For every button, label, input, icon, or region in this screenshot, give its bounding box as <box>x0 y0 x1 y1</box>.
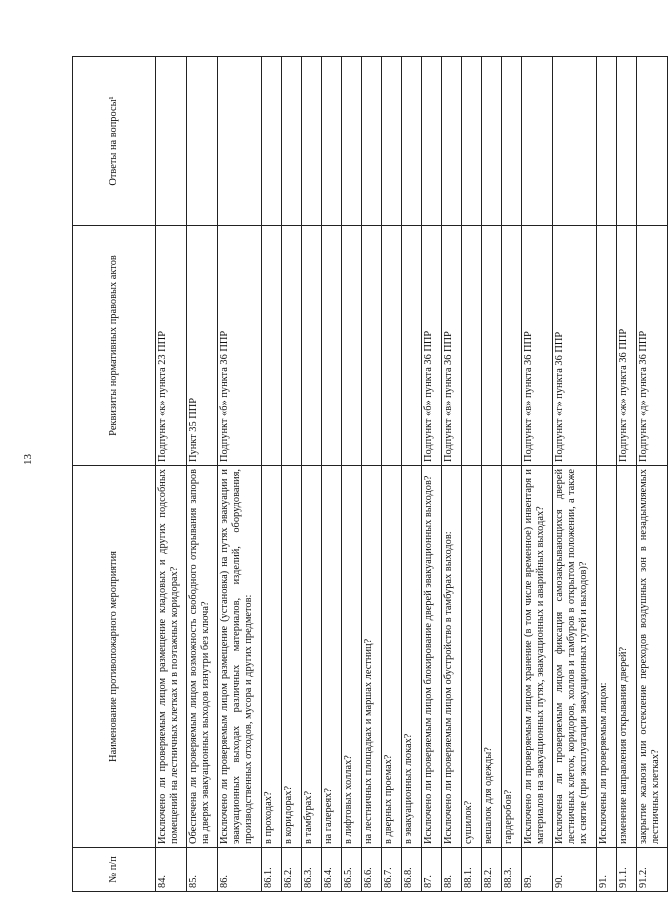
answer-cell <box>322 57 342 226</box>
row-number: 86.2. <box>282 848 302 892</box>
row-number: 86.5. <box>342 848 362 892</box>
table-row <box>597 57 617 892</box>
measure-name: в дверных проемах? <box>382 466 402 848</box>
measure-name: на лестничных площадках и маршах лестниц? <box>362 466 382 848</box>
legal-reference <box>482 226 502 466</box>
table-row <box>342 57 362 892</box>
table-row <box>302 57 322 892</box>
answer-cell <box>156 57 187 226</box>
table-row <box>637 57 668 892</box>
header-ref: Реквизиты нормативных правовых актов <box>73 226 156 466</box>
legal-reference: Подпункт «д» пункта 36 ППР <box>637 226 668 466</box>
legal-reference: Подпункт «г» пункта 36 ППР <box>553 226 597 466</box>
answer-cell <box>218 57 262 226</box>
answer-cell <box>422 57 442 226</box>
legal-reference: Подпункт «в» пункта 36 ППР <box>442 226 462 466</box>
legal-reference: Подпункт «б» пункта 36 ППР <box>422 226 442 466</box>
legal-reference: Подпункт «б» пункта 36 ППР <box>218 226 262 466</box>
answer-cell <box>617 57 637 226</box>
table-row <box>218 57 262 892</box>
table-body <box>156 57 668 892</box>
answer-cell <box>382 57 402 226</box>
table-row <box>382 57 402 892</box>
legal-reference <box>302 226 322 466</box>
table-row <box>362 57 382 892</box>
table-row <box>322 57 342 892</box>
answer-cell <box>553 57 597 226</box>
table-row <box>553 57 597 892</box>
answer-cell <box>402 57 422 226</box>
answer-cell <box>522 57 553 226</box>
row-number: 87. <box>422 848 442 892</box>
answer-cell <box>442 57 462 226</box>
table-row <box>617 57 637 892</box>
checklist-table <box>72 56 668 892</box>
measure-name: изменение направления открывания дверей? <box>617 466 637 848</box>
table-row <box>402 57 422 892</box>
row-number: 90. <box>553 848 597 892</box>
row-number: 86.6. <box>362 848 382 892</box>
page-number: 13 <box>22 454 34 465</box>
measure-name: Исключено ли проверяемым лицом размещение кладовых и других подсобных помещений на лестничных клетках и в поэтажных коридорах? <box>156 466 187 848</box>
legal-reference <box>262 226 282 466</box>
measure-name: Исключены ли проверяемым лицом: <box>597 466 617 848</box>
legal-reference <box>402 226 422 466</box>
measure-name: Исключено ли проверяемым лицом блокирование дверей эвакуационных выходов? <box>422 466 442 848</box>
row-number: 85. <box>187 848 218 892</box>
row-number: 86. <box>218 848 262 892</box>
row-number: 91.1. <box>617 848 637 892</box>
legal-reference <box>282 226 302 466</box>
measure-name: Обеспечена ли проверяемым лицом возможность свободного открывания запоров на дверях эвакуационных выходов изнутри без ключа? <box>187 466 218 848</box>
answer-cell <box>187 57 218 226</box>
measure-name: на галереях? <box>322 466 342 848</box>
table-row <box>522 57 553 892</box>
legal-reference: Подпункт «ж» пункта 36 ППР <box>617 226 637 466</box>
measure-name: в тамбурах? <box>302 466 322 848</box>
answer-cell <box>597 57 617 226</box>
measure-name: в эвакуационных люках? <box>402 466 422 848</box>
row-number: 86.7. <box>382 848 402 892</box>
row-number: 91.2. <box>637 848 668 892</box>
legal-reference: Пункт 35 ППР <box>187 226 218 466</box>
table-row <box>262 57 282 892</box>
row-number: 84. <box>156 848 187 892</box>
answer-cell <box>302 57 322 226</box>
row-number: 88.3. <box>502 848 522 892</box>
table-row <box>502 57 522 892</box>
row-number: 86.4. <box>322 848 342 892</box>
legal-reference <box>597 226 617 466</box>
measure-name: Исключено ли проверяемым лицом хранение (в том числе временное) инвентаря и материалов на эвакуационных путях, эвакуационных и аварийных выходах? <box>522 466 553 848</box>
legal-reference <box>322 226 342 466</box>
measure-name: сушилок? <box>462 466 482 848</box>
measure-name: Исключено ли проверяемым лицом размещение (установка) на путях эвакуации и эвакуационных выходах различных материалов, изделий, оборудования, производственных отходов, мусора и других предметов: <box>218 466 262 848</box>
answer-cell <box>502 57 522 226</box>
table-header-row <box>73 57 156 892</box>
legal-reference <box>502 226 522 466</box>
legal-reference <box>382 226 402 466</box>
row-number: 88.1. <box>462 848 482 892</box>
legal-reference <box>342 226 362 466</box>
measure-name: закрытие жалюзи или остекление переходов воздушных зон в незадымляемых лестничных клетках? <box>637 466 668 848</box>
answer-cell <box>637 57 668 226</box>
table-row <box>442 57 462 892</box>
row-number: 86.8. <box>402 848 422 892</box>
answer-cell <box>262 57 282 226</box>
table-row <box>156 57 187 892</box>
measure-name: Исключено ли проверяемым лицом обустройство в тамбурах выходов: <box>442 466 462 848</box>
table-row <box>187 57 218 892</box>
table-row <box>482 57 502 892</box>
row-number: 86.3. <box>302 848 322 892</box>
measure-name: Исключена ли проверяемым лицом фиксация самозакрывающихся дверей лестничных клеток, коридоров, холлов и тамбуров в открытом положении, а также их снятие (при эксплуатации эвакуационных путей и выходов)? <box>553 466 597 848</box>
answer-cell <box>282 57 302 226</box>
legal-reference: Подпункт «в» пункта 36 ППР <box>522 226 553 466</box>
row-number: 88. <box>442 848 462 892</box>
answer-cell <box>482 57 502 226</box>
row-number: 88.2. <box>482 848 502 892</box>
answer-cell <box>462 57 482 226</box>
measure-name: в проходах? <box>262 466 282 848</box>
measure-name: вешалок для одежды? <box>482 466 502 848</box>
measure-name: в коридорах? <box>282 466 302 848</box>
measure-name: в лифтовых холлах? <box>342 466 362 848</box>
answer-cell <box>362 57 382 226</box>
measure-name: гардеробов? <box>502 466 522 848</box>
legal-reference <box>362 226 382 466</box>
table-row <box>462 57 482 892</box>
table-row <box>422 57 442 892</box>
legal-reference: Подпункт «к» пункта 23 ППР <box>156 226 187 466</box>
answer-cell <box>342 57 362 226</box>
row-number: 86.1. <box>262 848 282 892</box>
header-name: Наименование противопожарного мероприятия <box>73 466 156 848</box>
header-num: № п/п <box>73 848 156 892</box>
row-number: 91. <box>597 848 617 892</box>
legal-reference <box>462 226 482 466</box>
header-answers: Ответы на вопросы¹ <box>73 57 156 226</box>
row-number: 89. <box>522 848 553 892</box>
table-row <box>282 57 302 892</box>
